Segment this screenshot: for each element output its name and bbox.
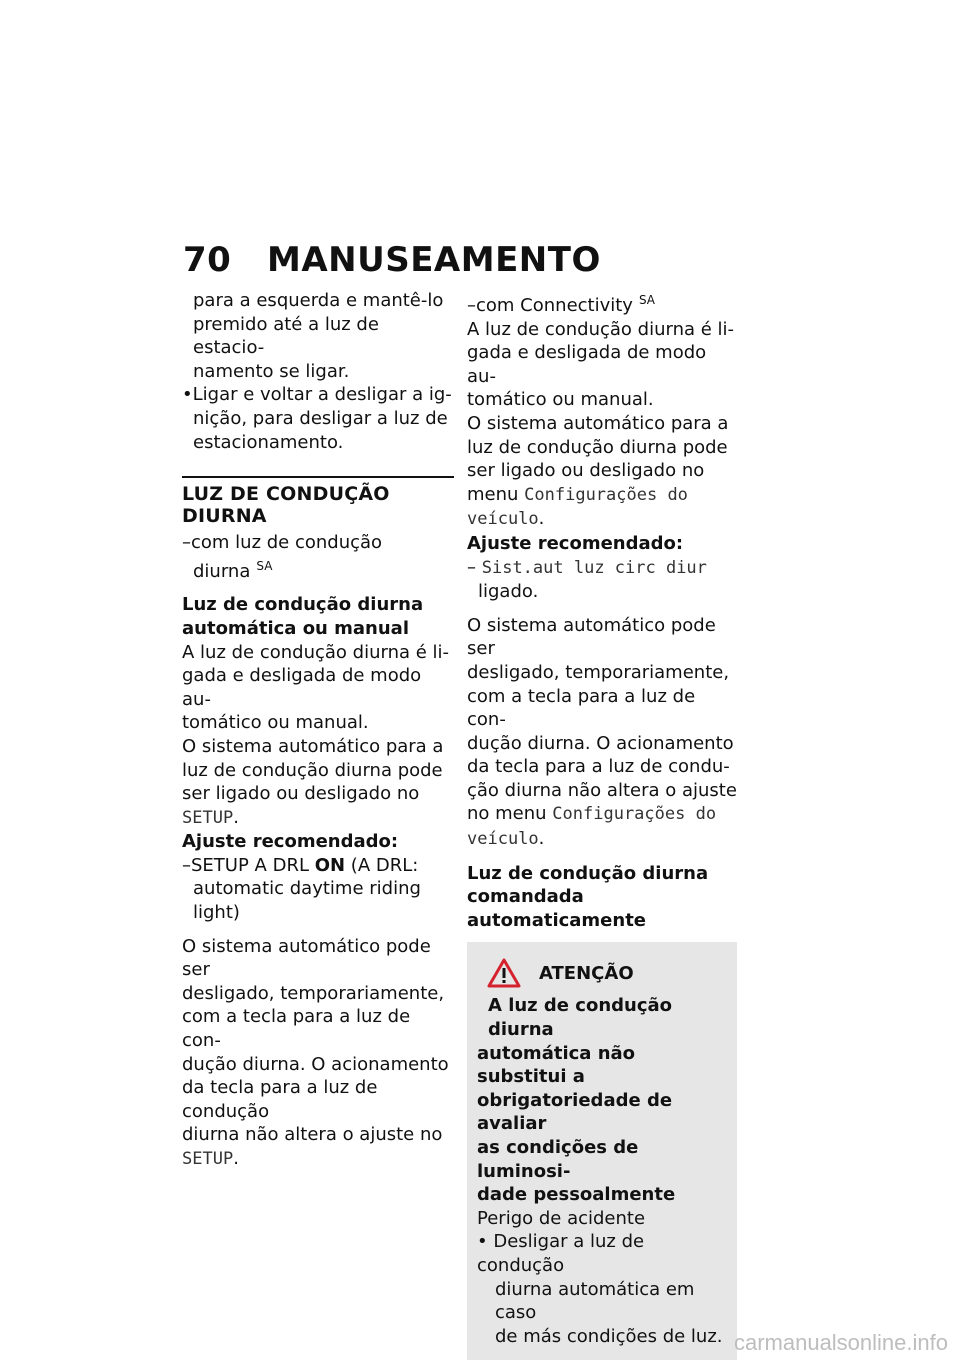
sa-marker: SA xyxy=(256,558,273,573)
paragraph: O sistema automático para a luz de condução diurna pode ser ligado ou desligado no SETUP. xyxy=(182,735,444,828)
warning-bullet: • Desligar a luz de condução diurna automática em caso de más condições de luz. xyxy=(477,1231,723,1347)
recommend-label: Ajuste recomendado: xyxy=(182,831,399,853)
watermark: carmanualsonline.info xyxy=(733,1330,948,1355)
menu-name: veículo xyxy=(467,829,539,850)
paragraph: O sistema automático para a luz de condução diurna pode ser ligado ou desligado no menu Configurações do veículo. xyxy=(467,412,729,530)
left-column xyxy=(182,289,454,1172)
paragraph: O sistema automático pode ser desligado, temporariamente, com a tecla para a luz de con- dução diurna. O acionamento da tecla para a luz de condução diurna não altera o ajuste no SETUP. xyxy=(182,935,449,1169)
bullet-item: •Ligar e voltar a desligar a ig- nição, para desligar a luz de estacionamento. xyxy=(182,384,452,453)
paragraph: O sistema automático pode ser desligado, temporariamente, com a tecla para a luz de con- dução diurna. O acionamento da tecla para a luz de condu- ção diurna não altera o ajuste no menu Configurações do veículo. xyxy=(467,614,737,850)
subheading: Luz de condução diurna automática ou manual xyxy=(182,594,424,639)
page-title: MANUSEAMENTO xyxy=(267,240,601,280)
section-heading: LUZ DE CONDUÇÃO DIURNA xyxy=(182,476,454,527)
recommend-label: Ajuste recomendado: xyxy=(467,532,684,554)
intro-text: para a esquerda e mantê-lo premido até a luz de estacio- namento se ligar. xyxy=(193,290,444,382)
warning-header xyxy=(477,958,727,988)
paragraph: A luz de condução diurna é li- gada e desligada de modo au- tomático ou manual. xyxy=(182,641,450,734)
warning-box xyxy=(467,942,737,1360)
page-number: 70 xyxy=(183,240,232,280)
recommend-setting: –SETUP A DRL ON (A DRL: automatic daytime riding light) xyxy=(182,854,421,924)
warning-label: ATENÇÃO xyxy=(539,962,634,984)
sa-marker: SA xyxy=(638,293,656,307)
subheading: Luz de condução diurna comandada automaticamente xyxy=(467,862,709,931)
recommend-setting: – Sist.aut luz circ diur ligado. xyxy=(467,556,707,603)
option-line: –com Connectivity $^{SA}$ xyxy=(467,293,656,316)
option-line: –com luz de condução diurna $^{SA}$ xyxy=(182,532,383,582)
right-column xyxy=(467,289,739,1360)
menu-name: SETUP xyxy=(182,807,234,828)
menu-name: Sist.aut luz circ diur xyxy=(481,557,707,578)
paragraph: A luz de condução diurna é li- gada e desligada de modo au- tomático ou manual. xyxy=(467,318,735,411)
warning-text: A luz de condução diurna automática não substitui a obrigatoriedade de avaliar as condições de luminosi- dade pessoalmente xyxy=(477,995,676,1206)
menu-name: Configurações do xyxy=(552,804,717,825)
menu-name: SETUP xyxy=(182,1149,234,1169)
warning-risk: Perigo de acidente xyxy=(477,1207,646,1229)
warning-triangle-icon xyxy=(487,958,521,988)
menu-name: Configurações do xyxy=(524,484,688,505)
menu-name: veículo xyxy=(467,509,539,530)
page-header xyxy=(183,240,603,280)
